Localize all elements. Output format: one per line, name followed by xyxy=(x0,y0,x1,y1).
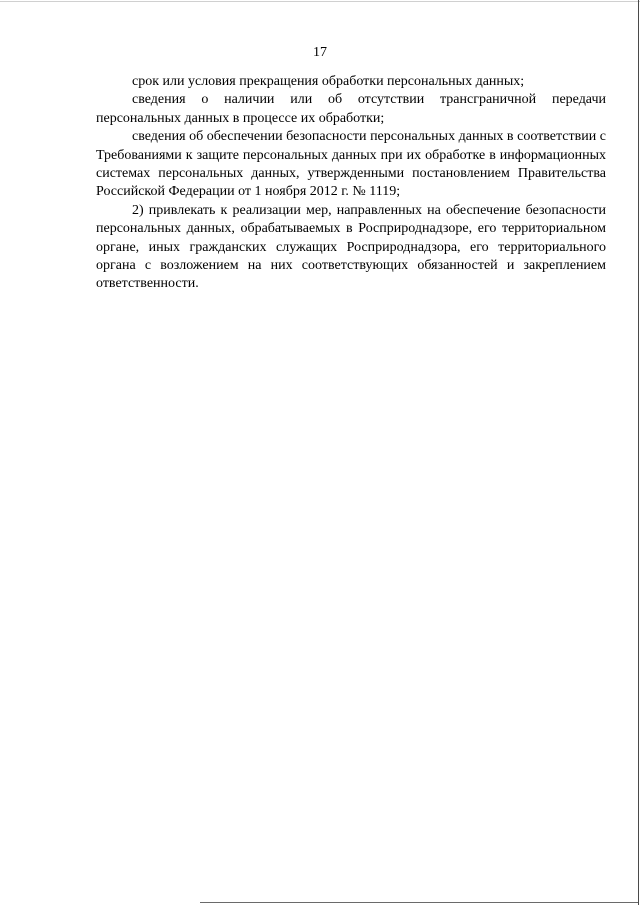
scan-edge-top xyxy=(0,1,640,2)
scan-edge-right xyxy=(638,0,639,905)
paragraph-termination-terms: срок или условия прекращения обработки персональных данных; xyxy=(132,74,525,89)
scan-edge-bottom xyxy=(200,902,638,903)
paragraph-cross-border-transfer: сведения о наличии или об отсутствии трансграничной передачи персональных данных в процессе их обработки; xyxy=(96,92,606,126)
document-body xyxy=(96,73,606,294)
page-number: 17 xyxy=(313,45,327,60)
paragraph-security-measures: сведения об обеспечении безопасности персональных данных в соответствии с Требованиями к защите персональных данных при их обработке в информационных системах персональных данных, утвержденными постановлением Правительства Российской Федерации от 1 ноября 2012 г. № 1119; xyxy=(96,129,606,200)
paragraph-involve-employees: 2) привлекать к реализации мер, направленных на обеспечение безопасности персональных данных, обрабатываемых в Росприроднадзоре, его территориальном органе, иных гражданских служащих Росприроднадзора, его территориального органа с возложением на них соответствующих обязанностей и закреплением ответственности. xyxy=(96,202,606,292)
